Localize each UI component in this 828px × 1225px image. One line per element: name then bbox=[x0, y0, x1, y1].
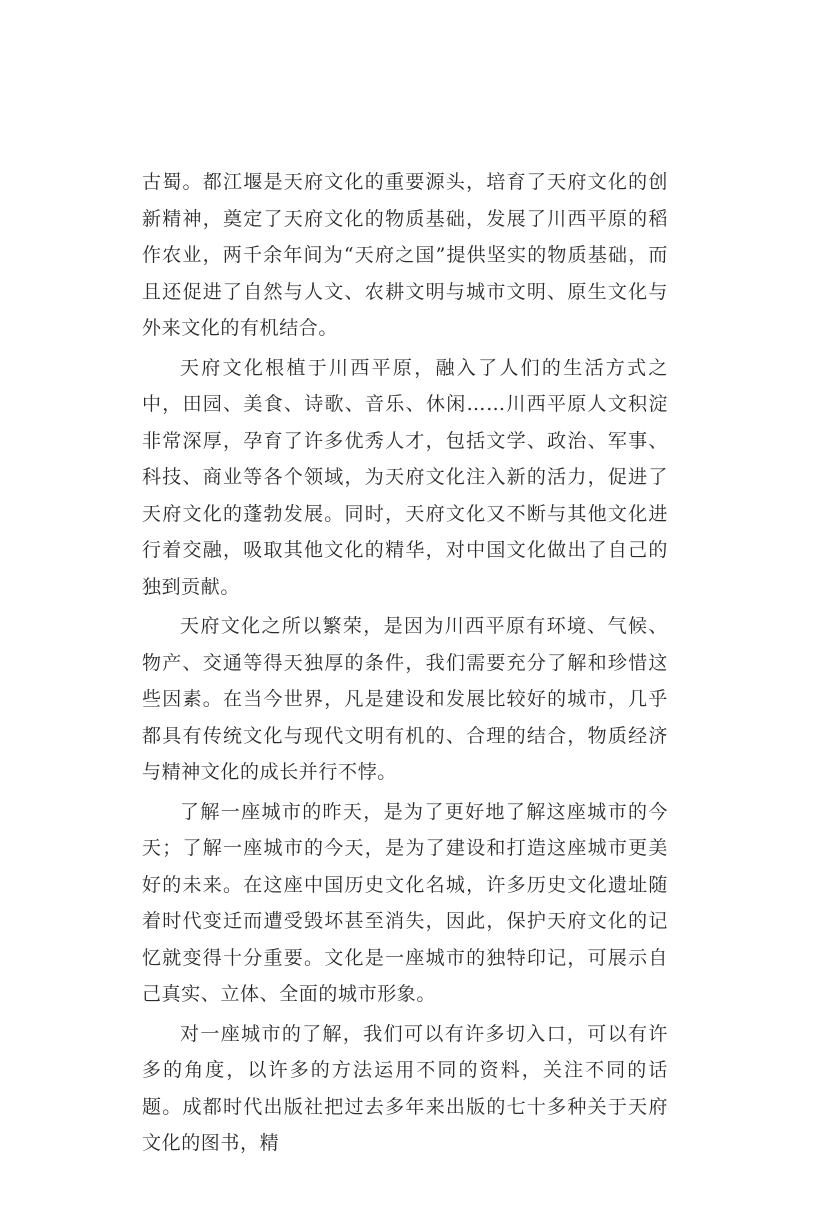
paragraph-3: 天府文化之所以繁荣，是因为川西平原有环境、气候、物产、交通等得天独厚的条件，我们需要充分了解和珍惜这些因素。在当今世界，凡是建设和发展比较好的城市，几乎都具有传统文化与现代文明有机的、合理的结合，物质经济与精神文化的成长并行不悖。 bbox=[142, 615, 668, 783]
paragraph-4: 了解一座城市的昨天，是为了更好地了解这座城市的今天；了解一座城市的今天，是为了建设和打造这座城市更美好的未来。在这座中国历史文化名城，许多历史文化遗址随着时代变迁而遭受毁坏甚至消失，因此，保护天府文化的记忆就变得十分重要。文化是一座城市的独特印记，可展示自己真实、立体、全面的城市形象。 bbox=[142, 800, 668, 1005]
paragraph-1: 古蜀。都江堰是天府文化的重要源头，培育了天府文化的创新精神，奠定了天府文化的物质基础，发展了川西平原的稻作农业，两千余年间为“天府之国”提供坚实的物质基础，而且还促进了自然与人文、农耕文明与城市文明、原生文化与外来文化的有机结合。 bbox=[142, 171, 668, 339]
paragraph-5: 对一座城市的了解，我们可以有许多切入口，可以有许多的角度，以许多的方法运用不同的资料，关注不同的话题。成都时代出版社把过去多年来出版的七十多种关于天府文化的图书，精 bbox=[142, 1022, 668, 1154]
document-body bbox=[142, 164, 668, 1165]
paragraph-2: 天府文化根植于川西平原，融入了人们的生活方式之中，田园、美食、诗歌、音乐、休闲……川西平原人文积淀非常深厚，孕育了许多优秀人才，包括文学、政治、军事、科技、商业等各个领域，为天府文化注入新的活力，促进了天府文化的蓬勃发展。同时，天府文化又不断与其他文化进行着交融，吸取其他文化的精华，对中国文化做出了自己的独到贡献。 bbox=[142, 356, 668, 598]
